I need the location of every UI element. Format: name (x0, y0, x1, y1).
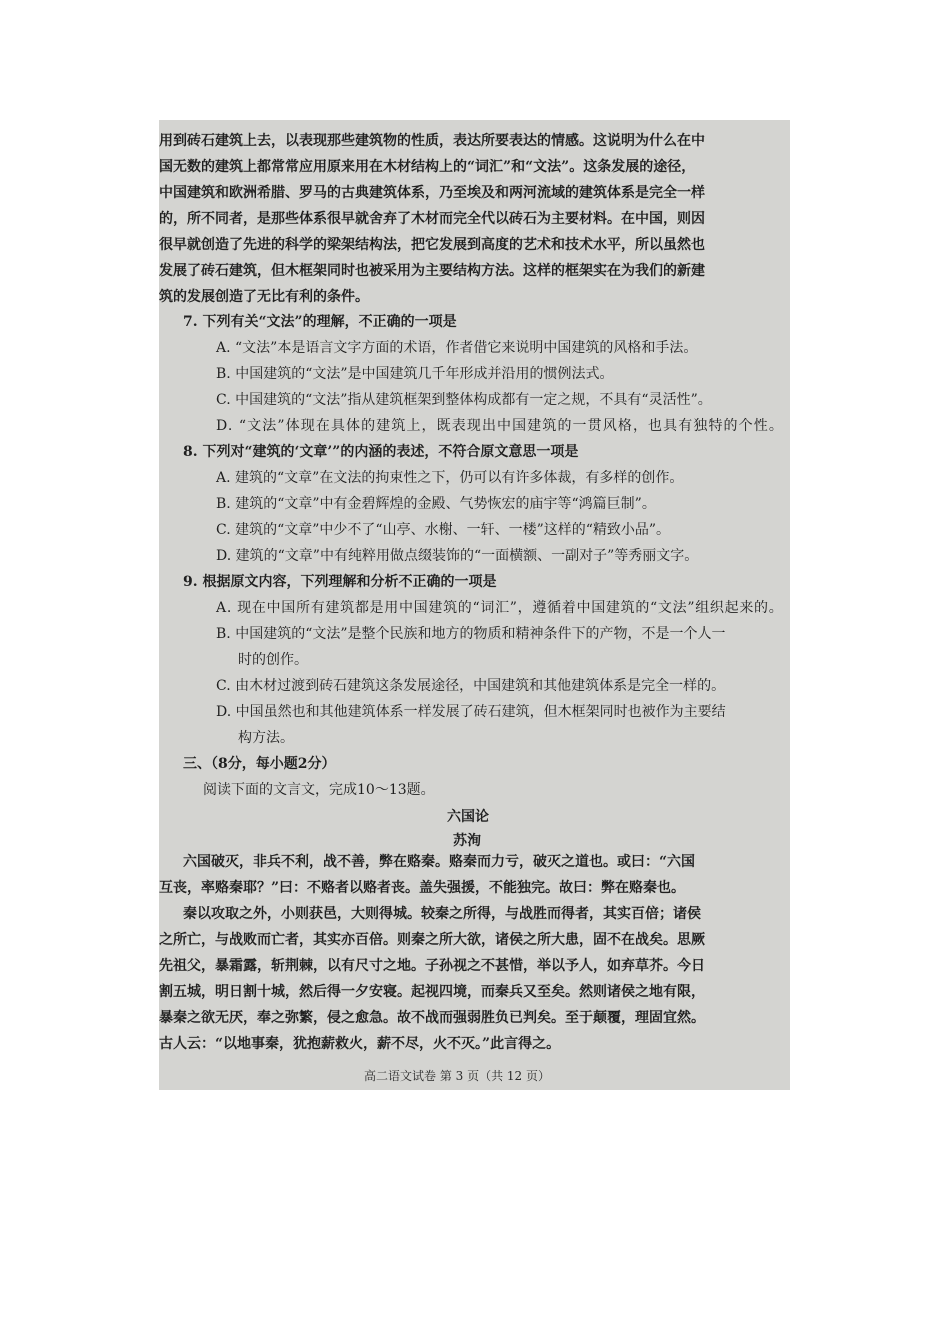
question-9-stem: 9. 根据原文内容，下列理解和分析不正确的一项是 (183, 574, 497, 590)
classical-text-line: 互丧，率赂秦耶？”曰：不赂者以赂者丧。盖失强援，不能独完。故曰：弊在赂秦也。 (159, 880, 686, 896)
passage-line: 国无数的建筑上都常常应用原来用在木材结构上的“词汇”和“文法”。这条发展的途径， (159, 159, 696, 175)
classical-text-line: 割五城，明日割十城，然后得一夕安寝。起视四境，而秦兵又至矣。然则诸侯之地有限， (159, 984, 705, 1000)
question-7-stem: 7. 下列有关“文法”的理解，不正确的一项是 (183, 314, 457, 330)
question-7-option-c: C. 中国建筑的“文法”指从建筑框架到整体构成都有一定之规，不具有“灵活性”。 (216, 392, 712, 408)
classical-text-line: 六国破灭，非兵不利，战不善，弊在赂秦。赂秦而力亏，破灭之道也。或曰：“六国 (183, 854, 696, 870)
classical-text-line: 古人云：“以地事秦，犹抱薪救火，薪不尽，火不灭。”此言得之。 (159, 1036, 561, 1052)
passage-line: 很早就创造了先进的科学的梁架结构法，把它发展到高度的艺术和技术水平，所以虽然也 (159, 237, 705, 253)
section-heading: 三、（8分，每小题2分） (183, 756, 336, 772)
question-8-option-b: B. 建筑的“文章”中有金碧辉煌的金殿、气势恢宏的庙宇等“鸿篇巨制”。 (216, 496, 656, 512)
essay-author: 苏洵 (453, 833, 481, 849)
passage-line: 筑的发展创造了无比有利的条件。 (159, 289, 369, 305)
question-9-option-a: A. 现在中国所有建筑都是用中国建筑的“词汇”，遵循着中国建筑的“文法”组织起来的。 (216, 600, 784, 616)
section-instruction: 阅读下面的文言文，完成10～13题。 (203, 782, 435, 798)
question-9-option-c: C. 由木材过渡到砖石建筑这条发展途径，中国建筑和其他建筑体系是完全一样的。 (216, 678, 726, 694)
question-9-option-b-cont: 时的创作。 (238, 652, 308, 668)
question-7-option-d: D. “文法”体现在具体的建筑上，既表现出中国建筑的一贯风格，也具有独特的个性。 (216, 418, 784, 434)
passage-line: 用到砖石建筑上去，以表现那些建筑物的性质，表达所要表达的情感。这说明为什么在中 (159, 133, 705, 149)
question-9-option-d-cont: 构方法。 (238, 730, 294, 746)
passage-line: 发展了砖石建筑，但木框架同时也被采用为主要结构方法。这样的框架实在为我们的新建 (159, 263, 705, 279)
passage-line: 中国建筑和欧洲希腊、罗马的古典建筑体系，乃至埃及和两河流域的建筑体系是完全一样 (159, 185, 705, 201)
classical-text-line: 秦以攻取之外，小则获邑，大则得城。较秦之所得，与战胜而得者，其实百倍；诸侯 (183, 906, 701, 922)
question-8-option-c: C. 建筑的“文章”中少不了“山亭、水榭、一轩、一楼”这样的“精致小品”。 (216, 522, 671, 538)
question-8-option-d: D. 建筑的“文章”中有纯粹用做点缀装饰的“一面横额、一副对子”等秀丽文字。 (216, 548, 699, 564)
question-9-option-b: B. 中国建筑的“文法”是整个民族和地方的物质和精神条件下的产物，不是一个人一 (216, 626, 726, 642)
classical-text-line: 之所亡，与战败而亡者，其实亦百倍。则秦之所大欲，诸侯之所大患，固不在战矣。思厥 (159, 932, 705, 948)
question-9-option-d: D. 中国虽然也和其他建筑体系一样发展了砖石建筑，但木框架同时也被作为主要结 (216, 704, 726, 720)
page-footer: 高二语文试卷 第 3 页（共 12 页） (364, 1069, 550, 1083)
passage-line: 的，所不同者，是那些体系很早就舍弃了木材而完全代以砖石为主要材料。在中国，则因 (159, 211, 705, 227)
classical-text-line: 暴秦之欲无厌，奉之弥繁，侵之愈急。故不战而强弱胜负已判矣。至于颠覆，理固宜然。 (159, 1010, 705, 1026)
question-8-stem: 8. 下列对“建筑的‘文章’”的内涵的表述，不符合原文意思一项是 (183, 444, 579, 460)
question-7-option-a: A. “文法”本是语言文字方面的术语，作者借它来说明中国建筑的风格和手法。 (216, 340, 698, 356)
essay-title: 六国论 (447, 809, 489, 825)
question-8-option-a: A. 建筑的“文章”在文法的拘束性之下，仍可以有许多体裁，有多样的创作。 (216, 470, 684, 486)
scanned-exam-page (159, 120, 790, 1090)
classical-text-line: 先祖父，暴霜露，斩荆棘，以有尺寸之地。子孙视之不甚惜，举以予人，如弃草芥。今日 (159, 958, 705, 974)
question-7-option-b: B. 中国建筑的“文法”是中国建筑几千年形成并沿用的惯例法式。 (216, 366, 614, 382)
